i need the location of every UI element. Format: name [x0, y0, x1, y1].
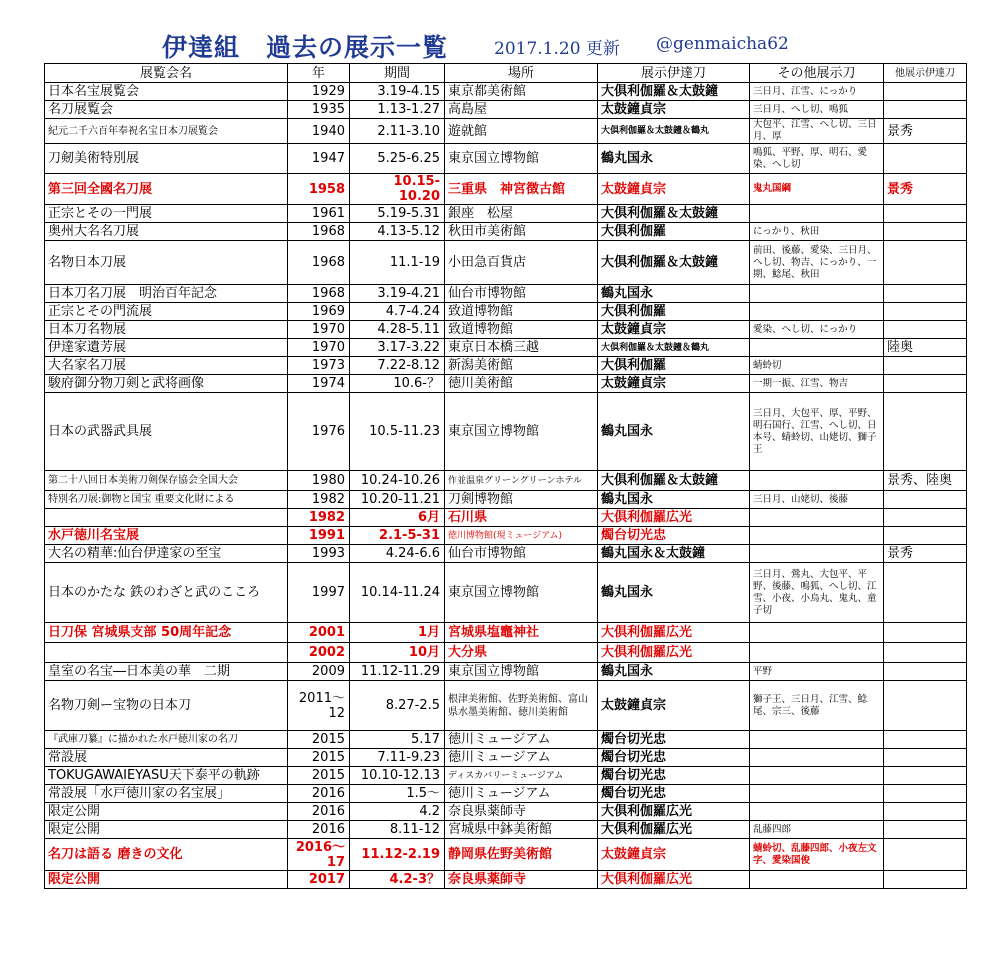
col-header-sword: 展示伊達刀	[598, 64, 750, 83]
cell-others: 蜻蛉切、乱藤四郎、小夜左文字、愛染国俊	[750, 839, 884, 871]
cell-others: 三日月、へし切、鳴狐	[750, 101, 884, 119]
cell-period: 10.15-10.20	[350, 174, 445, 205]
cell-period: 10.5-11.23	[350, 393, 445, 471]
col-header-name: 展覧会名	[45, 64, 288, 83]
cell-place: 東京国立博物館	[445, 563, 598, 623]
table-row	[45, 375, 967, 393]
cell-name: 駿府御分物刀剣と武将画像	[45, 375, 288, 393]
cell-extra	[884, 491, 967, 509]
cell-others: 平野	[750, 663, 884, 681]
cell-period: 4.7-4.24	[350, 303, 445, 321]
cell-place: 東京国立博物館	[445, 144, 598, 174]
cell-others: 三日月、大包平、厚、平野、明石国行、江雪、へし切、日本号、蜻蛉切、山姥切、獅子王	[750, 393, 884, 471]
cell-others	[750, 527, 884, 545]
cell-period: 3.19-4.21	[350, 285, 445, 303]
cell-year: 1970	[288, 321, 350, 339]
cell-year: 1982	[288, 491, 350, 509]
cell-name: 名物刀剣ー宝物の日本刀	[45, 681, 288, 731]
cell-year: 1969	[288, 303, 350, 321]
cell-place: 遊就館	[445, 119, 598, 144]
cell-place: 奈良県薬師寺	[445, 871, 598, 889]
exhibition-table	[44, 63, 967, 889]
table-body	[45, 83, 967, 889]
cell-year: 2016	[288, 821, 350, 839]
cell-extra	[884, 623, 967, 643]
cell-year: 1947	[288, 144, 350, 174]
cell-extra	[884, 803, 967, 821]
cell-place: 徳川美術館	[445, 375, 598, 393]
cell-period: 2.11-3.10	[350, 119, 445, 144]
cell-sword: 大倶利伽羅広光	[598, 643, 750, 663]
cell-name: 水戸徳川名宝展	[45, 527, 288, 545]
cell-sword: 大倶利伽羅広光	[598, 803, 750, 821]
cell-sword: 太鼓鐘貞宗	[598, 321, 750, 339]
cell-period: 7.22-8.12	[350, 357, 445, 375]
table-row	[45, 393, 967, 471]
cell-place: 大分県	[445, 643, 598, 663]
table-row	[45, 663, 967, 681]
table-row	[45, 871, 967, 889]
cell-name: 限定公開	[45, 871, 288, 889]
col-header-period: 期間	[350, 64, 445, 83]
cell-period: 11.1-19	[350, 241, 445, 285]
cell-extra: 景秀	[884, 174, 967, 205]
cell-extra	[884, 393, 967, 471]
cell-place: 徳川博物館(現ミュージアム)	[445, 527, 598, 545]
cell-sword: 鶴丸国永＆太鼓鐘	[598, 545, 750, 563]
cell-name: 『武庫刀纂』に描かれた水戸徳川家の名刀	[45, 731, 288, 749]
cell-period: 1.5～	[350, 785, 445, 803]
cell-sword: 燭台切光忠	[598, 785, 750, 803]
cell-year: 2011～12	[288, 681, 350, 731]
cell-place: 徳川ミュージアム	[445, 749, 598, 767]
cell-extra: 陸奥	[884, 339, 967, 357]
cell-year: 1980	[288, 471, 350, 491]
cell-name: 日本のかたな 鉄のわざと武のこころ	[45, 563, 288, 623]
cell-place: 宮城県中鉢美術館	[445, 821, 598, 839]
cell-period: 3.19-4.15	[350, 83, 445, 101]
cell-extra	[884, 223, 967, 241]
cell-period: 8.11-12	[350, 821, 445, 839]
cell-extra	[884, 871, 967, 889]
cell-others	[750, 767, 884, 785]
cell-year: 2001	[288, 623, 350, 643]
cell-others: 蜻蛉切	[750, 357, 884, 375]
cell-extra	[884, 527, 967, 545]
cell-extra	[884, 509, 967, 527]
cell-place: ディスカバリーミュージアム	[445, 767, 598, 785]
cell-extra	[884, 321, 967, 339]
updated-date: 2017.1.20 更新	[494, 39, 620, 59]
table-row	[45, 357, 967, 375]
cell-sword: 鶴丸国永	[598, 663, 750, 681]
cell-others	[750, 339, 884, 357]
cell-name: 日本名宝展覧会	[45, 83, 288, 101]
cell-name: 紀元二千六百年奉祝名宝日本刀展覧会	[45, 119, 288, 144]
cell-sword: 大倶利伽羅広光	[598, 623, 750, 643]
table-row	[45, 223, 967, 241]
cell-others: 獅子王、三日月、江雪、鯰尾、宗三、後藤	[750, 681, 884, 731]
cell-extra	[884, 821, 967, 839]
cell-period: 10.10-12.13	[350, 767, 445, 785]
cell-sword: 大倶利伽羅広光	[598, 509, 750, 527]
cell-others	[750, 509, 884, 527]
table-row	[45, 803, 967, 821]
cell-period: 7.11-9.23	[350, 749, 445, 767]
cell-others	[750, 803, 884, 821]
cell-sword: 大倶利伽羅＆太鼓鐘	[598, 205, 750, 223]
cell-period: 10.14-11.24	[350, 563, 445, 623]
table-row	[45, 205, 967, 223]
cell-name: 名刀展覧会	[45, 101, 288, 119]
cell-extra	[884, 663, 967, 681]
cell-others	[750, 285, 884, 303]
cell-extra	[884, 767, 967, 785]
cell-place: 根津美術館、佐野美術館、富山県水墨美術館、徳川美術館	[445, 681, 598, 731]
cell-period: 6月	[350, 509, 445, 527]
cell-period: 4.13-5.12	[350, 223, 445, 241]
cell-year: 1929	[288, 83, 350, 101]
table-row	[45, 623, 967, 643]
cell-sword: 太鼓鐘貞宗	[598, 375, 750, 393]
table-row	[45, 339, 967, 357]
cell-name: 伊達家遺芳展	[45, 339, 288, 357]
cell-sword: 大倶利伽羅広光	[598, 871, 750, 889]
cell-extra	[884, 749, 967, 767]
cell-period: 2.1-5-31	[350, 527, 445, 545]
cell-extra	[884, 375, 967, 393]
cell-period: 10.6-？	[350, 375, 445, 393]
cell-sword: 燭台切光忠	[598, 731, 750, 749]
cell-others	[750, 303, 884, 321]
table-row	[45, 545, 967, 563]
cell-extra	[884, 357, 967, 375]
col-header-place: 場所	[445, 64, 598, 83]
cell-year: 1968	[288, 285, 350, 303]
cell-name: 正宗とその一門展	[45, 205, 288, 223]
cell-period: 1月	[350, 623, 445, 643]
cell-place: 致道博物館	[445, 321, 598, 339]
cell-extra	[884, 144, 967, 174]
cell-year: 1982	[288, 509, 350, 527]
cell-others	[750, 623, 884, 643]
cell-year: 2016～17	[288, 839, 350, 871]
cell-period: 5.19-5.31	[350, 205, 445, 223]
cell-name: TOKUGAWAIEYASU天下泰平の軌跡	[45, 767, 288, 785]
table-row	[45, 821, 967, 839]
cell-others: 乱藤四郎	[750, 821, 884, 839]
cell-place: 仙台市博物館	[445, 285, 598, 303]
cell-name: 名刀は語る 磨きの文化	[45, 839, 288, 871]
cell-place: 秋田市美術館	[445, 223, 598, 241]
table-row	[45, 767, 967, 785]
cell-place: 東京国立博物館	[445, 663, 598, 681]
table-row	[45, 509, 967, 527]
cell-name: 日刀保 宮城県支部 50周年記念	[45, 623, 288, 643]
cell-extra	[884, 839, 967, 871]
cell-name: 刀剱美術特別展	[45, 144, 288, 174]
cell-extra	[884, 285, 967, 303]
cell-name: 皇室の名宝―日本美の華 二期	[45, 663, 288, 681]
table-row	[45, 174, 967, 205]
cell-sword: 大倶利伽羅	[598, 303, 750, 321]
cell-name: 常設展「水戸徳川家の名宝展」	[45, 785, 288, 803]
cell-name: 日本刀名物展	[45, 321, 288, 339]
cell-year: 2015	[288, 767, 350, 785]
cell-place: 小田急百貨店	[445, 241, 598, 285]
cell-extra	[884, 83, 967, 101]
cell-name: 第三回全國名刀展	[45, 174, 288, 205]
cell-others: 一期一振、江雪、物吉	[750, 375, 884, 393]
table-row	[45, 241, 967, 285]
table-row	[45, 471, 967, 491]
cell-sword: 太鼓鐘貞宗	[598, 174, 750, 205]
cell-period: 4.24-6.6	[350, 545, 445, 563]
col-header-year: 年	[288, 64, 350, 83]
cell-year: 1997	[288, 563, 350, 623]
page-title: 伊達組 過去の展示一覧	[162, 33, 449, 62]
cell-others: 三日月、江雪、にっかり	[750, 83, 884, 101]
cell-year: 2017	[288, 871, 350, 889]
cell-name: 限定公開	[45, 821, 288, 839]
cell-place: 致道博物館	[445, 303, 598, 321]
table-row	[45, 321, 967, 339]
cell-others	[750, 643, 884, 663]
cell-year: 2016	[288, 785, 350, 803]
table-row	[45, 144, 967, 174]
cell-extra	[884, 643, 967, 663]
cell-period: 1.13-1.27	[350, 101, 445, 119]
cell-name: 大名の精華:仙台伊達家の至宝	[45, 545, 288, 563]
cell-period: 11.12-2.19	[350, 839, 445, 871]
cell-others: 三日月、鶯丸、大包平、平野、後藤、鳴狐、へし切、江雪、小夜、小烏丸、鬼丸、童子切	[750, 563, 884, 623]
col-header-others: その他展示刀	[750, 64, 884, 83]
cell-sword: 太鼓鐘貞宗	[598, 101, 750, 119]
cell-year: 2016	[288, 803, 350, 821]
cell-period: 10.20-11.21	[350, 491, 445, 509]
cell-others	[750, 545, 884, 563]
cell-name	[45, 509, 288, 527]
table-row	[45, 285, 967, 303]
cell-year: 1993	[288, 545, 350, 563]
cell-year: 1935	[288, 101, 350, 119]
cell-year: 1991	[288, 527, 350, 545]
table-row	[45, 101, 967, 119]
cell-name: 名物日本刀展	[45, 241, 288, 285]
cell-extra	[884, 731, 967, 749]
cell-extra	[884, 563, 967, 623]
cell-year: 1976	[288, 393, 350, 471]
cell-sword: 大倶利伽羅＆太鼓鐘＆鶴丸	[598, 339, 750, 357]
cell-others: 鬼丸国綱	[750, 174, 884, 205]
cell-place: 徳川ミュージアム	[445, 785, 598, 803]
cell-year: 1973	[288, 357, 350, 375]
cell-sword: 燭台切光忠	[598, 767, 750, 785]
table-row	[45, 83, 967, 101]
cell-year: 2015	[288, 749, 350, 767]
cell-year: 2009	[288, 663, 350, 681]
cell-name: 大名家名刀展	[45, 357, 288, 375]
cell-period: 10月	[350, 643, 445, 663]
author-handle: @genmaicha62	[656, 34, 789, 54]
cell-sword: 鶴丸国永	[598, 144, 750, 174]
cell-others: 鳴狐、平野、厚、明石、愛染、へし切	[750, 144, 884, 174]
cell-period: 5.25-6.25	[350, 144, 445, 174]
cell-year: 1970	[288, 339, 350, 357]
table-row	[45, 527, 967, 545]
table-row	[45, 643, 967, 663]
cell-sword: 太鼓鐘貞宗	[598, 839, 750, 871]
cell-period: 11.12-11.29	[350, 663, 445, 681]
cell-sword: 大倶利伽羅	[598, 223, 750, 241]
cell-sword: 大倶利伽羅	[598, 357, 750, 375]
cell-year: 1974	[288, 375, 350, 393]
table-row	[45, 303, 967, 321]
cell-year: 1961	[288, 205, 350, 223]
table-row	[45, 749, 967, 767]
cell-place: 刀剣博物館	[445, 491, 598, 509]
cell-others	[750, 749, 884, 767]
cell-year: 2015	[288, 731, 350, 749]
cell-place: 新潟美術館	[445, 357, 598, 375]
cell-period: 4.2	[350, 803, 445, 821]
cell-name: 第二十八回日本美術刀剣保存協会全国大会	[45, 471, 288, 491]
cell-place: 東京国立博物館	[445, 393, 598, 471]
cell-sword: 大倶利伽羅＆太鼓鐘	[598, 471, 750, 491]
table-row	[45, 491, 967, 509]
cell-sword: 太鼓鐘貞宗	[598, 681, 750, 731]
cell-period: 10.24-10.26	[350, 471, 445, 491]
cell-others	[750, 731, 884, 749]
cell-extra: 景秀、陸奥	[884, 471, 967, 491]
cell-extra	[884, 101, 967, 119]
cell-name: 正宗とその門流展	[45, 303, 288, 321]
cell-sword: 鶴丸国永	[598, 563, 750, 623]
cell-name: 特別名刀展:御物と国宝 重要文化財による	[45, 491, 288, 509]
cell-sword: 鶴丸国永	[598, 285, 750, 303]
cell-place: 高島屋	[445, 101, 598, 119]
cell-place: 東京都美術館	[445, 83, 598, 101]
table-header-row	[45, 64, 967, 83]
cell-extra	[884, 303, 967, 321]
cell-sword: 大倶利伽羅＆太鼓鐘	[598, 241, 750, 285]
cell-place: 静岡県佐野美術館	[445, 839, 598, 871]
cell-others	[750, 205, 884, 223]
cell-sword: 燭台切光忠	[598, 527, 750, 545]
cell-sword: 大倶利伽羅＆太鼓鐘＆鶴丸	[598, 119, 750, 144]
cell-others: にっかり、秋田	[750, 223, 884, 241]
cell-others	[750, 785, 884, 803]
cell-period: 5.17	[350, 731, 445, 749]
cell-extra	[884, 241, 967, 285]
page-header	[0, 0, 990, 62]
table-row	[45, 119, 967, 144]
cell-others	[750, 471, 884, 491]
cell-name	[45, 643, 288, 663]
cell-extra	[884, 205, 967, 223]
cell-place: 三重県 神宮徴古館	[445, 174, 598, 205]
cell-name: 日本の武器武具展	[45, 393, 288, 471]
cell-others: 大包平、江雪、へし切、三日月、厚	[750, 119, 884, 144]
table-row	[45, 731, 967, 749]
cell-sword: 鶴丸国永	[598, 491, 750, 509]
cell-place: 銀座 松屋	[445, 205, 598, 223]
cell-name: 日本刀名刀展 明治百年記念	[45, 285, 288, 303]
cell-extra: 景秀	[884, 545, 967, 563]
cell-extra	[884, 681, 967, 731]
cell-year: 1940	[288, 119, 350, 144]
cell-name: 奥州大名名刀展	[45, 223, 288, 241]
cell-others	[750, 871, 884, 889]
cell-place: 作並温泉グリーングリーンホテル	[445, 471, 598, 491]
cell-place: 仙台市博物館	[445, 545, 598, 563]
table-row	[45, 563, 967, 623]
cell-name: 限定公開	[45, 803, 288, 821]
cell-extra: 景秀	[884, 119, 967, 144]
cell-extra	[884, 785, 967, 803]
cell-place: 奈良県薬師寺	[445, 803, 598, 821]
cell-period: 3.17-3.22	[350, 339, 445, 357]
cell-others: 前田、後藤、愛染、三日月、へし切、物吉、にっかり、一期、鯰尾、秋田	[750, 241, 884, 285]
cell-sword: 燭台切光忠	[598, 749, 750, 767]
cell-others: 三日月、山姥切、後藤	[750, 491, 884, 509]
cell-place: 徳川ミュージアム	[445, 731, 598, 749]
cell-place: 石川県	[445, 509, 598, 527]
cell-year: 1958	[288, 174, 350, 205]
cell-others: 愛染、へし切、にっかり	[750, 321, 884, 339]
cell-period: 4.2-3？	[350, 871, 445, 889]
table-row	[45, 681, 967, 731]
cell-place: 宮城県塩竈神社	[445, 623, 598, 643]
table-row	[45, 839, 967, 871]
cell-sword: 鶴丸国永	[598, 393, 750, 471]
table-row	[45, 785, 967, 803]
cell-period: 8.27-2.5	[350, 681, 445, 731]
cell-sword: 大倶利伽羅広光	[598, 821, 750, 839]
cell-period: 4.28-5.11	[350, 321, 445, 339]
cell-year: 1968	[288, 223, 350, 241]
col-header-extra: 他展示伊達刀	[884, 64, 967, 83]
cell-sword: 大倶利伽羅＆太鼓鐘	[598, 83, 750, 101]
cell-year: 1968	[288, 241, 350, 285]
cell-name: 常設展	[45, 749, 288, 767]
cell-place: 東京日本橋三越	[445, 339, 598, 357]
cell-year: 2002	[288, 643, 350, 663]
